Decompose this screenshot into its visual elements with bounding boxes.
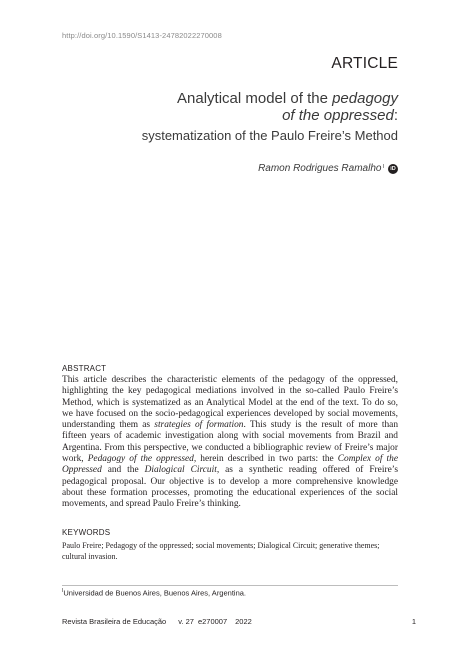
affiliation-text: Universidad de Buenos Aires, Buenos Aires, Argentina. xyxy=(63,588,247,598)
doi-link[interactable]: http://doi.org/10.1590/S1413-24782022270008 xyxy=(62,31,222,40)
orcid-icon[interactable]: iD xyxy=(388,164,398,174)
journal-volume: v. 27 xyxy=(178,617,194,626)
abstract-text-2: . This study is the result of more than fifteen years of academic investigation along with social movements from Brazil and Argentina. From this perspective, we conducted a bibliographic review of Freire’s major work, xyxy=(62,420,399,465)
title-part1: Analytical model of the xyxy=(177,90,333,107)
keywords-heading: KEYWORDS xyxy=(62,528,111,537)
page-number: 1 xyxy=(411,617,416,626)
article-id: e270007 xyxy=(197,617,228,626)
journal-name: Revista Brasileira de Educação xyxy=(62,617,167,626)
author-line xyxy=(258,163,398,174)
abstract-text-4: and the xyxy=(101,465,145,476)
abstract-text-1: This article describes the characteristic elements of the pedagogy of the oppressed, highlighting the key pedagogical mediations involved in the so-called Paulo Freire’s Method, which is systematized as an Analytical Model at the end of the text. To do so, we have focused on the socio-pedagogical experiences developed by social movements, understanding them as xyxy=(62,375,398,431)
abstract-text-5: , as a synthetic reading offered of Freire’s pedagogical proposal. Our objective is to develop a more comprehensive knowledge about these formation processes, promoting the educational experiences of the social movements, and spread Paulo Freire’s thinking. xyxy=(62,465,398,510)
abstract-text-3: herein described in two parts: the xyxy=(196,454,338,465)
abstract-italic-3: Complex of the Oppressed xyxy=(62,454,398,476)
abstract-heading: ABSTRACT xyxy=(62,364,107,373)
article-title xyxy=(68,91,398,124)
title-part1-italic: pedagogy xyxy=(332,90,398,107)
affiliation-note xyxy=(62,588,246,598)
abstract-body xyxy=(62,375,398,511)
title-part2-end: : xyxy=(393,106,398,124)
author-name: Ramon Rodrigues Ramalho xyxy=(258,163,382,174)
footnote-divider xyxy=(62,585,398,586)
article-subtitle: systematization of the Paulo Freire’s Method xyxy=(141,128,398,143)
section-label: ARTICLE xyxy=(331,55,398,72)
page-footer xyxy=(62,617,398,626)
title-part2-italic: of the oppressed xyxy=(282,106,394,124)
affiliation-mark: I xyxy=(62,588,64,594)
abstract-italic-2: Pedagogy of the oppressed, xyxy=(87,454,197,465)
author-affil-mark: I xyxy=(382,164,384,170)
abstract-italic-1: strategies of formation xyxy=(154,420,244,431)
publication-year: 2022 xyxy=(235,617,252,626)
keywords-body: Paulo Freire; Pedagogy of the oppressed; social movements; Dialogical Circuit; generative themes; cultural invasion. xyxy=(62,541,380,561)
abstract-italic-4: Dialogical Circuit xyxy=(144,465,217,476)
